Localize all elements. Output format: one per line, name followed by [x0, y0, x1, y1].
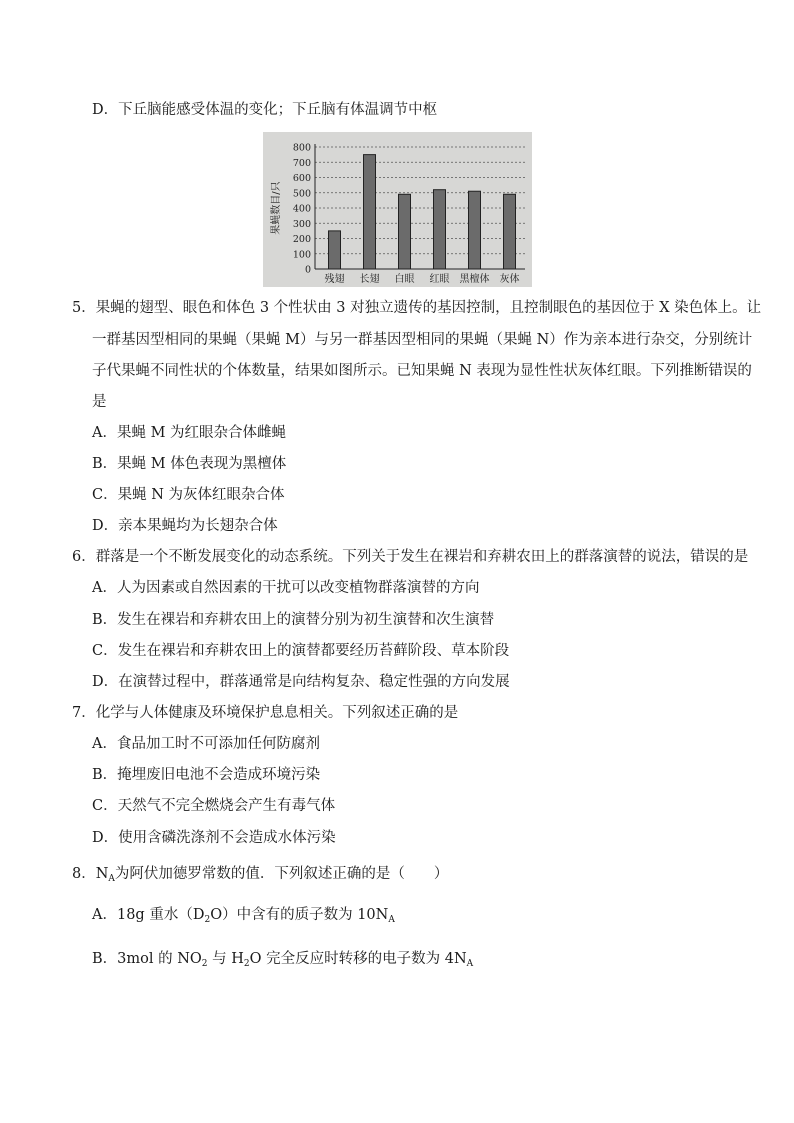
q5-option-c: C．果蝇 N 为灰体红眼杂合体	[92, 487, 285, 503]
y-tick-label: 700	[292, 157, 311, 169]
y-tick-label: 200	[292, 234, 311, 245]
q5-stem-line-4: 是	[92, 394, 107, 410]
y-tick-label: 800	[292, 142, 311, 154]
q8-option-a-sub-a: A	[388, 915, 395, 925]
x-tick-label: 白眼	[394, 274, 415, 285]
y-axis-label: 果蝇数目/只	[271, 181, 282, 235]
q8-stem-text: 为阿伏加德罗常数的值．下列叙述正确的是（ ）	[114, 866, 449, 882]
bar-chart-svg	[263, 132, 532, 287]
bar	[504, 194, 516, 269]
y-tick-label: 0	[304, 264, 311, 276]
q8-option-b-sub-2b: 2	[243, 959, 250, 969]
q5-option-b: B．果蝇 M 体色表现为黑檀体	[92, 456, 287, 472]
q5-stem-line-2: 一群基因型相同的果蝇（果蝇 M）与另一群基因型相同的果蝇（果蝇 N）作为亲本进行杂交，分别统计	[92, 332, 753, 348]
bar	[399, 194, 411, 269]
q6-option-a: A．人为因素或自然因素的干扰可以改变植物群落演替的方向	[92, 580, 480, 596]
q7-option-b: B．掩埋废旧电池不会造成环境污染	[92, 767, 321, 783]
q8-number: 8．	[72, 866, 96, 882]
q7-option-a: A．食品加工时不可添加任何防腐剂	[92, 736, 320, 752]
y-tick-label: 100	[292, 249, 311, 261]
bar-chart	[263, 132, 532, 287]
q8-option-b-sub-2: 2	[201, 959, 208, 969]
q8-option-b-sub-a: A	[466, 959, 474, 969]
q5-stem-line-1: 5．果蝇的翅型、眼色和体色 3 个性状由 3 对独立遗传的基因控制，且控制眼色的基因位于 X 染色体上。让	[72, 300, 762, 316]
q5-stem-line-3: 子代果蝇不同性状的个体数量，结果如图所示。已知果蝇 N 表现为显性性状灰体红眼。下列推断错误的	[92, 363, 752, 379]
q8-option-b-prefix: B．	[92, 951, 118, 967]
bar	[434, 190, 446, 269]
q8-option-b-h: 与 H	[207, 951, 244, 967]
q8-option-a-d: D	[192, 907, 205, 923]
bar	[329, 231, 341, 269]
q8-option-a-text: ）中含有的质子数为 10N	[222, 907, 389, 923]
q8-na-symbol	[96, 866, 115, 882]
q8-option-b-no: 的 NO	[153, 951, 202, 967]
q8-na-n: N	[95, 866, 109, 882]
q8-option-b-amount: 3mol	[117, 951, 154, 967]
x-tick-label: 长翅	[359, 274, 380, 285]
bar	[469, 191, 481, 269]
x-tick-label: 灰体	[499, 274, 520, 285]
y-tick-label: 600	[292, 173, 311, 184]
q6-option-d: D．在演替过程中，群落通常是向结构复杂、稳定性强的方向发展	[92, 674, 510, 690]
y-tick-label: 400	[292, 203, 311, 215]
q8-option-a-prefix: A．18g 重水（	[92, 907, 193, 923]
q8-option-a	[92, 905, 395, 930]
q8-option-a-o: O	[210, 907, 223, 923]
q6-option-b: B．发生在裸岩和弃耕农田上的演替分别为初生演替和次生演替	[92, 612, 495, 628]
q8-na-sub: A	[108, 874, 115, 884]
q8-option-b	[92, 949, 473, 974]
x-tick-label: 红眼	[429, 274, 450, 285]
q7-stem: 7．化学与人体健康及环境保护息息相关。下列叙述正确的是	[72, 705, 459, 721]
x-tick-label: 残翅	[324, 274, 345, 285]
q5-option-a: A．果蝇 M 为红眼杂合体雌蝇	[92, 425, 287, 441]
q7-option-c: C．天然气不完全燃烧会产生有毒气体	[92, 798, 336, 814]
q6-option-c: C．发生在裸岩和弃耕农田上的演替都要经历苔藓阶段、草本阶段	[92, 643, 510, 659]
q8-option-b-text: O 完全反应时转移的电子数为 4N	[249, 951, 467, 967]
bar	[364, 155, 376, 269]
q6-stem: 6．群落是一个不断发展变化的动态系统。下列关于发生在裸岩和弃耕农田上的群落演替的说法，错误的是	[72, 549, 749, 565]
q8-option-a-sub-2: 2	[204, 915, 211, 925]
y-tick-label: 500	[292, 188, 311, 200]
x-tick-label: 黑檀体	[459, 274, 490, 285]
q4-option-d: D．下丘脑能感受体温的变化；下丘脑有体温调节中枢	[92, 102, 438, 118]
y-tick-label: 300	[292, 218, 311, 230]
q7-option-d: D．使用含磷洗涤剂不会造成水体污染	[92, 830, 336, 846]
q5-option-d: D．亲本果蝇均为长翅杂合体	[92, 518, 278, 534]
q8-stem	[72, 864, 448, 889]
